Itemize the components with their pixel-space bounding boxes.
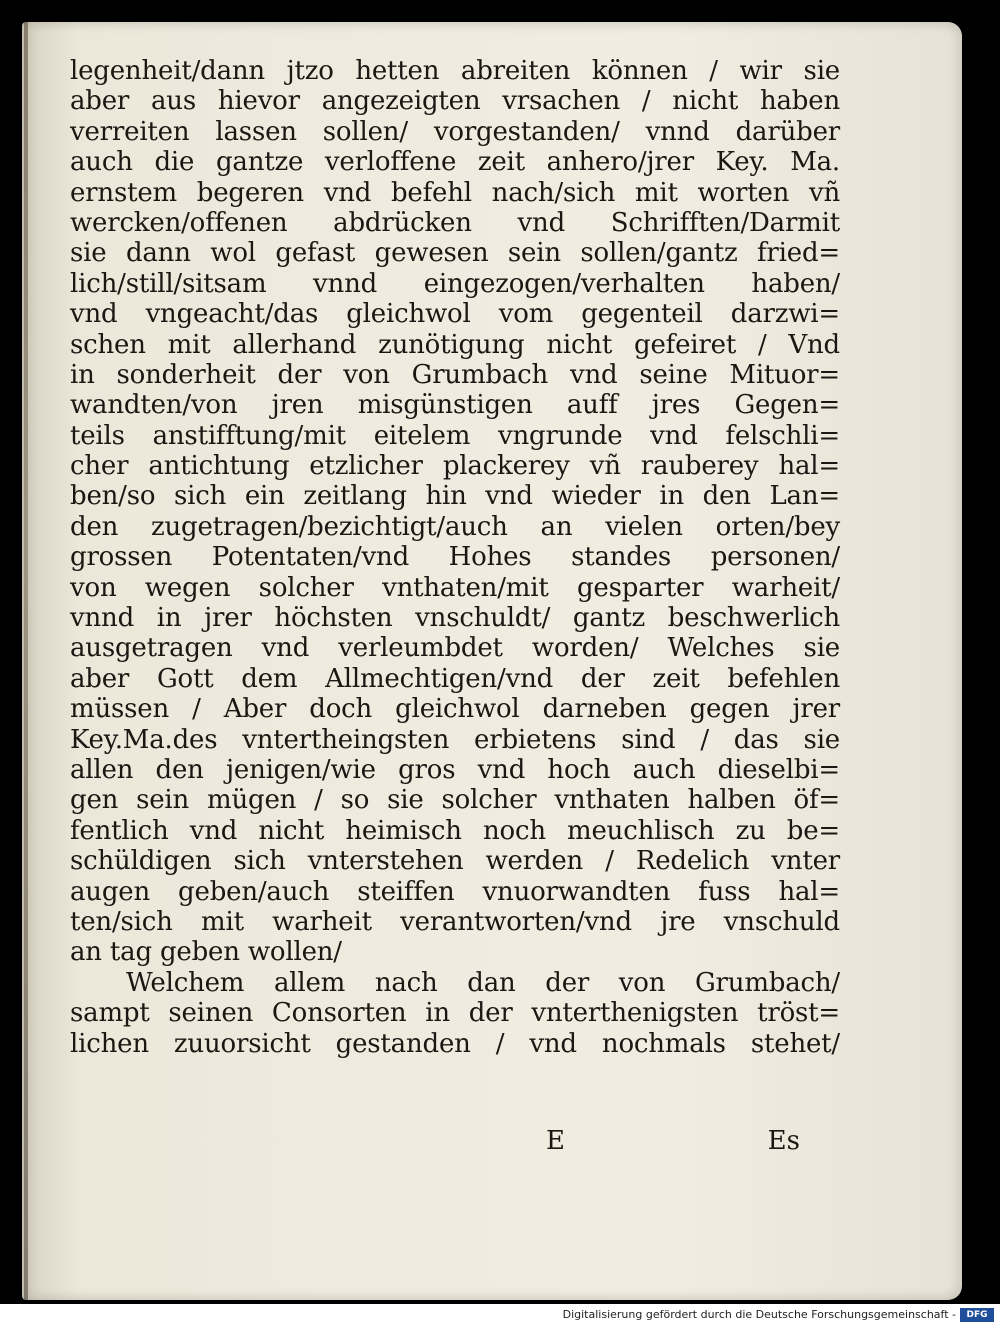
page-bottom-marks <box>70 1126 840 1160</box>
text-line: in sonderheit der von Grumbach vnd seine Mituor= <box>70 359 840 390</box>
page-gutter-edge <box>24 22 28 1300</box>
text-line: schen mit allerhand zunötigung nicht gefeiret / Vnd <box>70 329 840 360</box>
text-line: teils anstifftung/mit eitelem vngrunde vnd felschli= <box>70 420 840 451</box>
text-line: schüldigen sich vnterstehen werden / Redelich vnter <box>70 846 840 877</box>
text-line: grossen Potentaten/vnd Hohes standes personen/ <box>70 542 840 573</box>
text-line: allen den jenigen/wie gros vnd hoch auch dieselbi= <box>70 754 840 785</box>
text-line: vnnd in jrer höchsten vnschuldt/ gantz beschwerlich <box>70 603 840 634</box>
text-line: wercken/offenen abdrücken vnd Schrifften/Darmit <box>70 207 840 238</box>
text-line: ben/so sich ein zeitlang hin vnd wieder in den Lan= <box>70 481 840 512</box>
text-line: ernstem begeren vnd befehl nach/sich mit worten vñ <box>70 177 840 208</box>
text-line: sie dann wol gefast gewesen sein sollen/gantz fried= <box>70 238 840 269</box>
text-line: aber aus hievor angezeigten vrsachen / nicht haben <box>70 86 840 117</box>
dfg-logo: DFG <box>960 1308 994 1322</box>
catchword: Es <box>767 1126 800 1156</box>
text-line: ten/sich mit warheit verantworten/vnd jre vnschuld <box>70 906 840 937</box>
text-line: den zugetragen/bezichtigt/auch an vielen orten/bey <box>70 511 840 542</box>
text-line: vnd vngeacht/das gleichwol vom gegenteil darzwi= <box>70 299 840 330</box>
text-line: lichen zuuorsicht gestanden / vnd nochmals stehet/ <box>70 1028 840 1059</box>
text-line: von wegen solcher vnthaten/mit gesparter warheit/ <box>70 572 840 603</box>
text-line: verreiten lassen sollen/ vorgestanden/ vnnd darüber <box>70 116 840 147</box>
text-line: ausgetragen vnd verleumbdet worden/ Welches sie <box>70 633 840 664</box>
text-line: sampt seinen Consorten in der vnterthenigsten tröst= <box>70 998 840 1029</box>
text-line: an tag geben wollen/ <box>70 937 342 968</box>
text-line: fentlich vnd nicht heimisch noch meuchlisch zu be= <box>70 815 840 846</box>
text-line: aber Gott dem Allmechtigen/vnd der zeit befehlen <box>70 663 840 694</box>
text-line: wandten/von jren misgünstigen auff jres Gegen= <box>70 390 840 421</box>
page-text-block <box>70 56 840 1059</box>
text-line: augen geben/auch steiffen vnuorwandten fuss hal= <box>70 876 840 907</box>
text-line: lich/still/sitsam vnnd eingezogen/verhalten haben/ <box>70 268 840 299</box>
text-line: auch die gantze verloffene zeit anhero/jrer Key. Ma. <box>70 147 840 178</box>
text-line: cher antichtung etzlicher plackerey vñ rauberey hal= <box>70 451 840 482</box>
digitization-footer <box>0 1304 1000 1326</box>
text-line: legenheit/dann jtzo hetten abreiten können / wir sie <box>70 56 840 86</box>
text-line: müssen / Aber doch gleichwol darneben gegen jrer <box>70 694 840 725</box>
text-line-paragraph-start: Welchem allem nach dan der von Grumbach/ <box>126 967 840 998</box>
signature-mark: E <box>546 1126 565 1156</box>
text-line: gen sein mügen / so sie solcher vnthaten halben öf= <box>70 785 840 816</box>
text-line: Key.Ma.des vntertheingsten erbietens sind / das sie <box>70 724 840 755</box>
funding-credit: Digitalisierung gefördert durch die Deutsche Forschungsgemeinschaft - <box>562 1308 956 1321</box>
